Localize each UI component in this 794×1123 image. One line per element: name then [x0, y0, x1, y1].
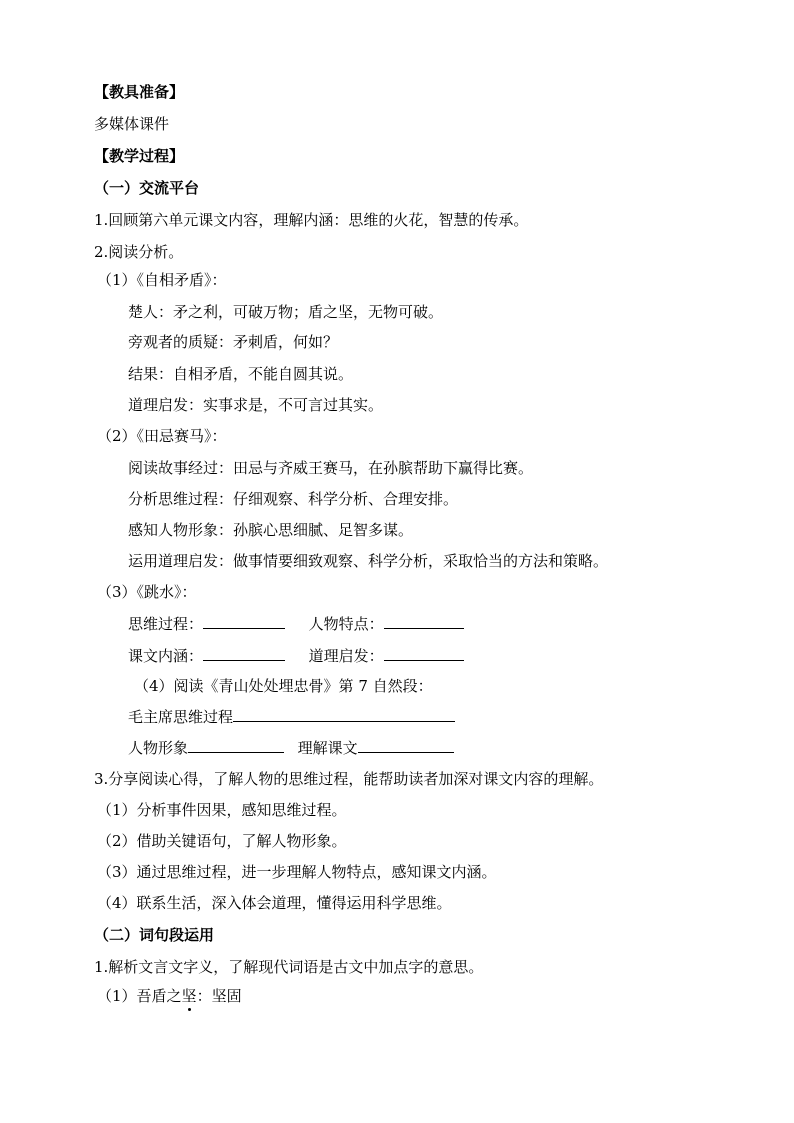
part1-item1: 1.回顾第六单元课文内容，理解内涵：思维的火花，智慧的传承。 [94, 211, 529, 229]
part2-item1: 1.解析文言文字义，了解现代词语是古文中加点字的意思。 [94, 958, 484, 976]
text4-row2 [128, 738, 454, 758]
prep-heading: 【教具准备】 [94, 83, 185, 101]
item3-sub: （2）借助关键语句，了解人物形象。 [97, 832, 347, 850]
lesson-blank[interactable] [384, 646, 464, 661]
image-blank[interactable] [188, 738, 284, 753]
sub1-suffix: ：坚固 [196, 987, 242, 1005]
part1-item2: 2.阅读分析。 [94, 243, 184, 261]
part2-sub1 [97, 986, 242, 1006]
meaning-label: 课文内涵： [128, 647, 204, 665]
thinking-blank[interactable] [203, 614, 285, 629]
text1-line: 旁观者的质疑：矛刺盾，何如？ [128, 333, 339, 351]
text2-line: 感知人物形象：孙膑心思细腻、足智多谋。 [128, 521, 414, 539]
text4-row1 [128, 707, 455, 727]
understand-blank[interactable] [358, 738, 454, 753]
text2-title: （2）《田忌赛马》： [97, 427, 227, 445]
text3-title: （3）《跳水》： [97, 583, 197, 601]
item3-sub: （1）分析事件因果，感知思维过程。 [97, 801, 347, 819]
meaning-blank[interactable] [203, 646, 285, 661]
text2-line: 阅读故事经过：田忌与齐威王赛马，在孙膑帮助下赢得比赛。 [128, 459, 534, 477]
lesson-label: 道理启发： [308, 647, 384, 665]
text1-line: 道理启发：实事求是，不可言过其实。 [128, 396, 384, 414]
text2-line: 分析思维过程：仔细观察、科学分析、合理安排。 [128, 490, 459, 508]
text1-title: （1）《自相矛盾》： [97, 271, 227, 289]
mao-thinking-label: 毛主席思维过程 [128, 708, 234, 726]
part2-heading: （二）词句段运用 [94, 926, 215, 944]
text1-line: 楚人：矛之利，可破万物；盾之坚，无物可破。 [128, 303, 444, 321]
character-blank[interactable] [384, 614, 464, 629]
text2-line: 运用道理启发：做事情要细致观察、科学分析，采取恰当的方法和策略。 [128, 552, 609, 570]
text1-line: 结果：自相矛盾，不能自圆其说。 [128, 365, 354, 383]
sub1-prefix: （1）吾盾之 [97, 987, 182, 1005]
character-label: 人物特点： [308, 615, 384, 633]
item3-sub: （4）联系生活，深入体会道理，懂得运用科学思维。 [97, 894, 452, 912]
text4-title: （4）阅读《青山处处埋忠骨》第 7 自然段： [134, 677, 433, 695]
thinking-label: 思维过程： [128, 615, 204, 633]
dotted-character: 坚 [181, 987, 197, 1005]
prep-body: 多媒体课件 [94, 115, 170, 133]
mao-thinking-blank[interactable] [233, 707, 455, 722]
part1-item3: 3.分享阅读心得，了解人物的思维过程，能帮助读者加深对课文内容的理解。 [94, 770, 604, 788]
understand-label: 理解课文 [297, 739, 358, 757]
text3-row2 [128, 646, 464, 666]
image-label: 人物形象 [128, 739, 189, 757]
item3-sub: （3）通过思维过程，进一步理解人物特点，感知课文内涵。 [97, 863, 497, 881]
part1-heading: （一）交流平台 [94, 179, 200, 197]
process-heading: 【教学过程】 [94, 147, 185, 165]
text3-row1 [128, 614, 464, 634]
